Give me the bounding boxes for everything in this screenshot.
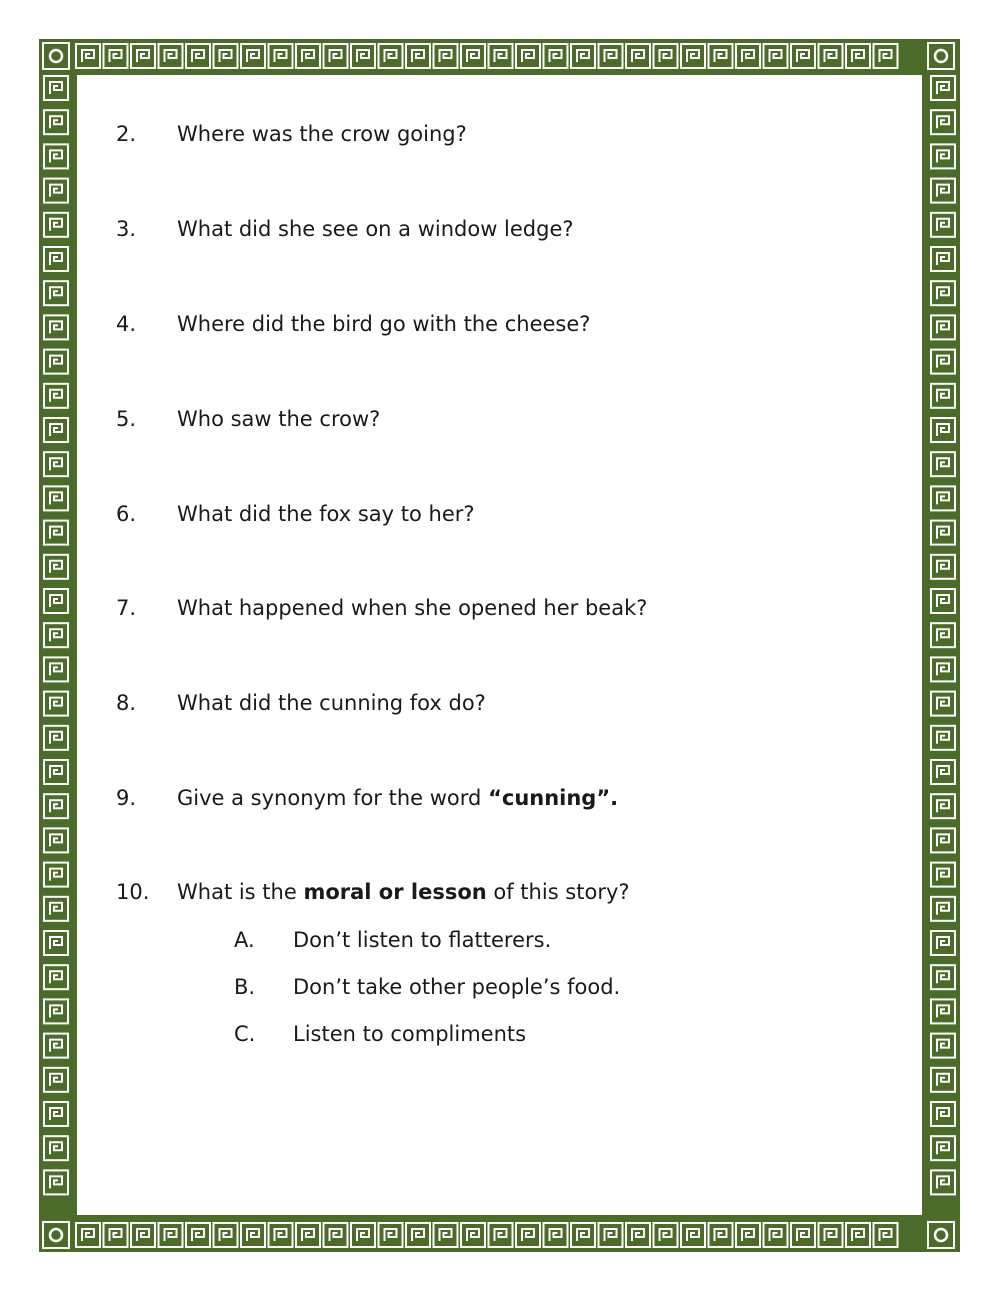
greek-key-tile-icon — [626, 1223, 650, 1247]
option-letter: A. — [234, 928, 255, 952]
greek-key-tile-icon — [44, 315, 68, 339]
greek-key-tile-icon — [104, 1223, 128, 1247]
greek-key-tile-icon — [44, 179, 68, 203]
greek-key-tile-icon — [104, 44, 128, 68]
greek-key-tile-icon — [931, 418, 955, 442]
question-number: 7. — [116, 596, 137, 620]
greek-key-tile-icon — [931, 281, 955, 305]
question-text-bold: “cunning”. — [488, 786, 619, 810]
greek-key-tile-icon — [44, 828, 68, 852]
greek-key-tile-icon — [44, 110, 68, 134]
greek-key-tile-icon — [44, 281, 68, 305]
greek-key-tile-icon — [406, 1223, 430, 1247]
greek-key-tile-icon — [434, 1223, 458, 1247]
greek-key-tile-icon — [186, 1223, 210, 1247]
greek-key-tile-icon — [599, 1223, 623, 1247]
greek-key-tile-icon — [44, 1170, 68, 1194]
greek-key-tile-icon — [44, 999, 68, 1023]
greek-key-tile-icon — [44, 384, 68, 408]
greek-key-tile-icon — [351, 1223, 375, 1247]
greek-key-tile-icon — [269, 1223, 293, 1247]
greek-key-tile-icon — [44, 486, 68, 510]
greek-key-tile-icon — [571, 1223, 595, 1247]
greek-key-tile-icon — [44, 418, 68, 442]
greek-key-tile-icon — [44, 247, 68, 271]
greek-key-tile-icon — [324, 1223, 348, 1247]
greek-key-tile-icon — [44, 1068, 68, 1092]
greek-key-tile-icon — [931, 384, 955, 408]
greek-key-tile-icon — [296, 1223, 320, 1247]
greek-key-tile-icon — [846, 1223, 870, 1247]
greek-key-tile-icon — [214, 44, 238, 68]
greek-key-tile-icon — [681, 44, 705, 68]
question-number: 6. — [116, 502, 137, 526]
option-text: Listen to compliments — [293, 1022, 527, 1046]
question-text: What did she see on a window ledge? — [177, 217, 574, 241]
greek-key-tile-icon — [931, 897, 955, 921]
greek-key-tile-icon — [599, 44, 623, 68]
greek-key-tile-icon — [44, 726, 68, 750]
question-text: Where did the bird go with the cheese? — [177, 312, 591, 336]
greek-key-tile-icon — [516, 44, 540, 68]
greek-key-tile-icon — [931, 1102, 955, 1126]
greek-key-tile-icon — [931, 179, 955, 203]
question-text — [177, 784, 618, 812]
greek-key-tile-icon — [931, 863, 955, 887]
greek-key-tile-icon — [44, 213, 68, 237]
greek-key-tile-icon — [44, 1136, 68, 1160]
greek-key-tile-icon — [44, 794, 68, 818]
greek-key-tile-icon — [931, 828, 955, 852]
question-text: What happened when she opened her beak? — [177, 596, 648, 620]
greek-key-tile-icon — [931, 213, 955, 237]
greek-key-tile-icon — [241, 1223, 265, 1247]
greek-key-tile-icon — [931, 1170, 955, 1194]
greek-key-tile-icon — [654, 44, 678, 68]
greek-key-tile-icon — [819, 1223, 843, 1247]
question-number: 8. — [116, 691, 137, 715]
greek-key-tile-icon — [931, 623, 955, 647]
greek-key-tile-icon — [44, 760, 68, 784]
greek-key-tile-icon — [44, 692, 68, 716]
greek-key-tile-icon — [931, 76, 955, 100]
option-text: Don’t listen to flatterers. — [293, 928, 552, 952]
question-number: 5. — [116, 407, 137, 431]
greek-key-tile-icon — [931, 144, 955, 168]
greek-key-tile-icon — [931, 486, 955, 510]
greek-key-tile-icon — [461, 44, 485, 68]
greek-key-tile-icon — [44, 555, 68, 579]
greek-key-tile-icon — [131, 44, 155, 68]
question-text-plain: Give a synonym for the word — [177, 786, 489, 810]
question-number: 10. — [116, 880, 150, 904]
greek-key-tile-icon — [931, 657, 955, 681]
greek-key-tile-icon — [736, 44, 760, 68]
greek-key-tile-icon — [571, 44, 595, 68]
greek-key-tile-icon — [931, 931, 955, 955]
greek-key-tile-icon — [296, 44, 320, 68]
greek-key-tile-icon — [44, 965, 68, 989]
greek-key-tile-icon — [489, 1223, 513, 1247]
greek-key-tile-icon — [461, 1223, 485, 1247]
greek-key-tile-icon — [76, 44, 100, 68]
greek-key-tile-icon — [44, 350, 68, 374]
greek-key-tile-icon — [654, 1223, 678, 1247]
question-text-bold: moral or lesson — [303, 880, 487, 904]
circle-corner-icon — [928, 43, 954, 69]
greek-key-tile-icon — [709, 1223, 733, 1247]
circle-corner-icon — [43, 43, 69, 69]
greek-key-tile-icon — [44, 657, 68, 681]
question-number: 9. — [116, 786, 137, 810]
greek-key-tile-icon — [44, 144, 68, 168]
greek-key-tile-icon — [931, 760, 955, 784]
greek-key-tile-icon — [516, 1223, 540, 1247]
greek-key-tile-icon — [931, 1136, 955, 1160]
greek-key-tile-icon — [791, 1223, 815, 1247]
greek-key-tile-icon — [159, 1223, 183, 1247]
greek-key-tile-icon — [351, 44, 375, 68]
greek-key-tile-icon — [44, 897, 68, 921]
greek-key-tile-icon — [44, 76, 68, 100]
greek-key-tile-icon — [931, 247, 955, 271]
greek-key-tile-icon — [931, 315, 955, 339]
greek-key-tile-icon — [269, 44, 293, 68]
greek-key-tile-icon — [324, 44, 348, 68]
greek-key-tile-icon — [44, 931, 68, 955]
greek-key-tile-icon — [489, 44, 513, 68]
greek-key-tile-icon — [44, 1102, 68, 1126]
greek-key-tile-icon — [159, 44, 183, 68]
greek-key-tile-icon — [931, 1068, 955, 1092]
question-text — [177, 878, 630, 906]
greek-key-tile-icon — [544, 1223, 568, 1247]
circle-corner-icon — [928, 1222, 954, 1248]
question-text: What did the cunning fox do? — [177, 691, 486, 715]
greek-key-tile-icon — [44, 589, 68, 613]
greek-key-tile-icon — [406, 44, 430, 68]
greek-key-tile-icon — [931, 110, 955, 134]
question-text: Who saw the crow? — [177, 407, 381, 431]
greek-key-tile-icon — [931, 452, 955, 476]
greek-key-tile-icon — [379, 1223, 403, 1247]
greek-key-tile-icon — [434, 44, 458, 68]
greek-key-tile-icon — [76, 1223, 100, 1247]
greek-key-tile-icon — [709, 44, 733, 68]
greek-key-tile-icon — [931, 692, 955, 716]
greek-key-tile-icon — [791, 44, 815, 68]
greek-key-tile-icon — [931, 589, 955, 613]
question-number: 3. — [116, 217, 137, 241]
greek-key-tile-icon — [379, 44, 403, 68]
question-text-plain-end: of this story? — [486, 880, 630, 904]
greek-key-tile-icon — [626, 44, 650, 68]
greek-key-tile-icon — [131, 1223, 155, 1247]
question-text: Where was the crow going? — [177, 122, 467, 146]
greek-key-tile-icon — [44, 1034, 68, 1058]
greek-key-tile-icon — [846, 44, 870, 68]
greek-key-tile-icon — [214, 1223, 238, 1247]
question-number: 4. — [116, 312, 137, 336]
greek-key-tile-icon — [931, 521, 955, 545]
option-text: Don’t take other people’s food. — [293, 975, 621, 999]
greek-key-tile-icon — [736, 1223, 760, 1247]
greek-key-tile-icon — [931, 555, 955, 579]
greek-key-tile-icon — [874, 1223, 898, 1247]
greek-key-tile-icon — [241, 44, 265, 68]
greek-key-tile-icon — [764, 1223, 788, 1247]
circle-corner-icon — [43, 1222, 69, 1248]
greek-key-tile-icon — [931, 794, 955, 818]
greek-key-tile-icon — [44, 521, 68, 545]
greek-key-tile-icon — [931, 965, 955, 989]
greek-key-tile-icon — [931, 1034, 955, 1058]
greek-key-tile-icon — [186, 44, 210, 68]
greek-key-tile-icon — [44, 863, 68, 887]
greek-key-tile-icon — [931, 726, 955, 750]
greek-key-tile-icon — [931, 350, 955, 374]
question-text: What did the fox say to her? — [177, 502, 475, 526]
greek-key-tile-icon — [764, 44, 788, 68]
greek-key-tile-icon — [544, 44, 568, 68]
greek-key-tile-icon — [44, 623, 68, 647]
question-number: 2. — [116, 122, 137, 146]
option-letter: C. — [234, 1022, 256, 1046]
greek-key-tile-icon — [874, 44, 898, 68]
greek-key-tile-icon — [931, 999, 955, 1023]
greek-key-tile-icon — [681, 1223, 705, 1247]
question-text-plain: What is the — [177, 880, 304, 904]
greek-key-tile-icon — [44, 452, 68, 476]
option-letter: B. — [234, 975, 256, 999]
greek-key-tile-icon — [819, 44, 843, 68]
